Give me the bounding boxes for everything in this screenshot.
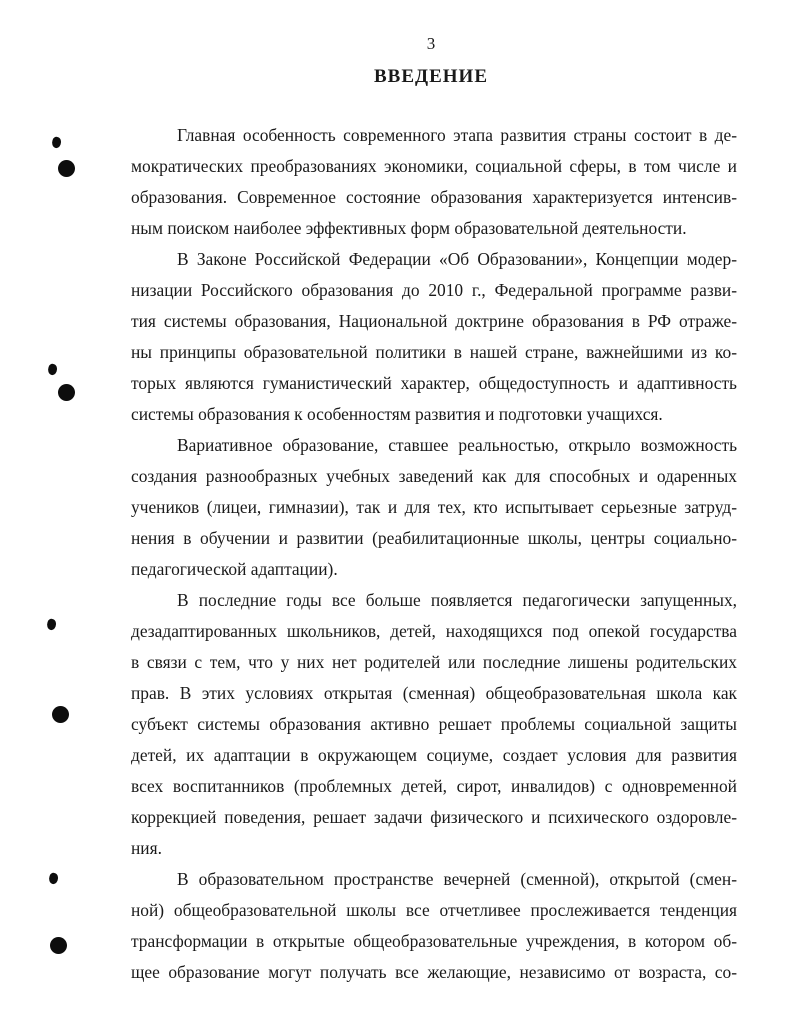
text-line: коррекцией поведения, решает задачи физического и психического оздоровле- (131, 807, 737, 827)
punch-hole (58, 384, 75, 401)
text-line: ной) общеобразовательной школы все отчетливее прослеживается тенденция (131, 900, 737, 920)
text-line: педагогической адаптации). (131, 559, 338, 579)
text-line: В Законе Российской Федерации «Об Образовании», Концепции модер- (177, 249, 737, 269)
text-line: прав. В этих условиях открытая (сменная) общеобразовательная школа как (131, 683, 737, 703)
page-number: 3 (426, 34, 436, 53)
text-line: всех воспитанников (проблемных детей, сирот, инвалидов) с одновременной (131, 776, 737, 796)
text-line: щее образование могут получать все желающие, независимо от возраста, со- (131, 962, 737, 982)
text-line: учеников (лицеи, гимназии), так и для тех, кто испытывает серьезные затруд- (131, 497, 737, 517)
text-line: ным поиском наиболее эффективных форм образовательной деятельности. (131, 218, 687, 238)
text-line: низации Российского образования до 2010 г., Федеральной программе разви- (131, 280, 737, 300)
text-line: Вариативное образование, ставшее реальностью, открыло возможность (177, 435, 737, 455)
punch-hole (58, 160, 75, 177)
text-line: системы образования к особенностям развития и подготовки учащихся. (131, 404, 663, 424)
text-line: образования. Современное состояние образования характеризуется интенсив- (131, 187, 737, 207)
scan-speck (45, 618, 57, 631)
text-line: нения в обучении и развитии (реабилитационные школы, центры социально- (131, 528, 737, 548)
punch-hole (52, 706, 69, 723)
text-line: торых являются гуманистический характер, общедоступность и адаптивность (131, 373, 737, 393)
text-line: детей, их адаптации в окружающем социуме, создает условия для развития (131, 745, 737, 765)
page-title: ВВЕДЕНИЕ (374, 66, 488, 87)
scan-speck (50, 136, 62, 149)
scan-speck (47, 872, 59, 885)
text-line: мократических преобразованиях экономики, социальной сферы, в том числе и (131, 156, 737, 176)
text-line: ны принципы образовательной политики в нашей стране, важнейшими из ко- (131, 342, 737, 362)
scan-speck (46, 363, 58, 376)
text-line: создания разнообразных учебных заведений как для способных и одаренных (131, 466, 737, 486)
punch-hole (50, 937, 67, 954)
text-line: В образовательном пространстве вечерней (сменной), открытой (смен- (177, 869, 737, 889)
text-line: ния. (131, 838, 162, 858)
text-line: в связи с тем, что у них нет родителей или последние лишены родительских (131, 652, 737, 672)
text-line: В последние годы все больше появляется педагогически запущенных, (177, 590, 737, 610)
text-line: дезадаптированных школьников, детей, находящихся под опекой государства (131, 621, 737, 641)
text-line: тия системы образования, Национальной доктрине образования в РФ отраже- (131, 311, 737, 331)
text-line: Главная особенность современного этапа развития страны состоит в де- (177, 125, 737, 145)
text-line: субъект системы образования активно решает проблемы социальной защиты (131, 714, 737, 734)
text-line: трансформации в открытые общеобразовательные учреждения, в котором об- (131, 931, 737, 951)
